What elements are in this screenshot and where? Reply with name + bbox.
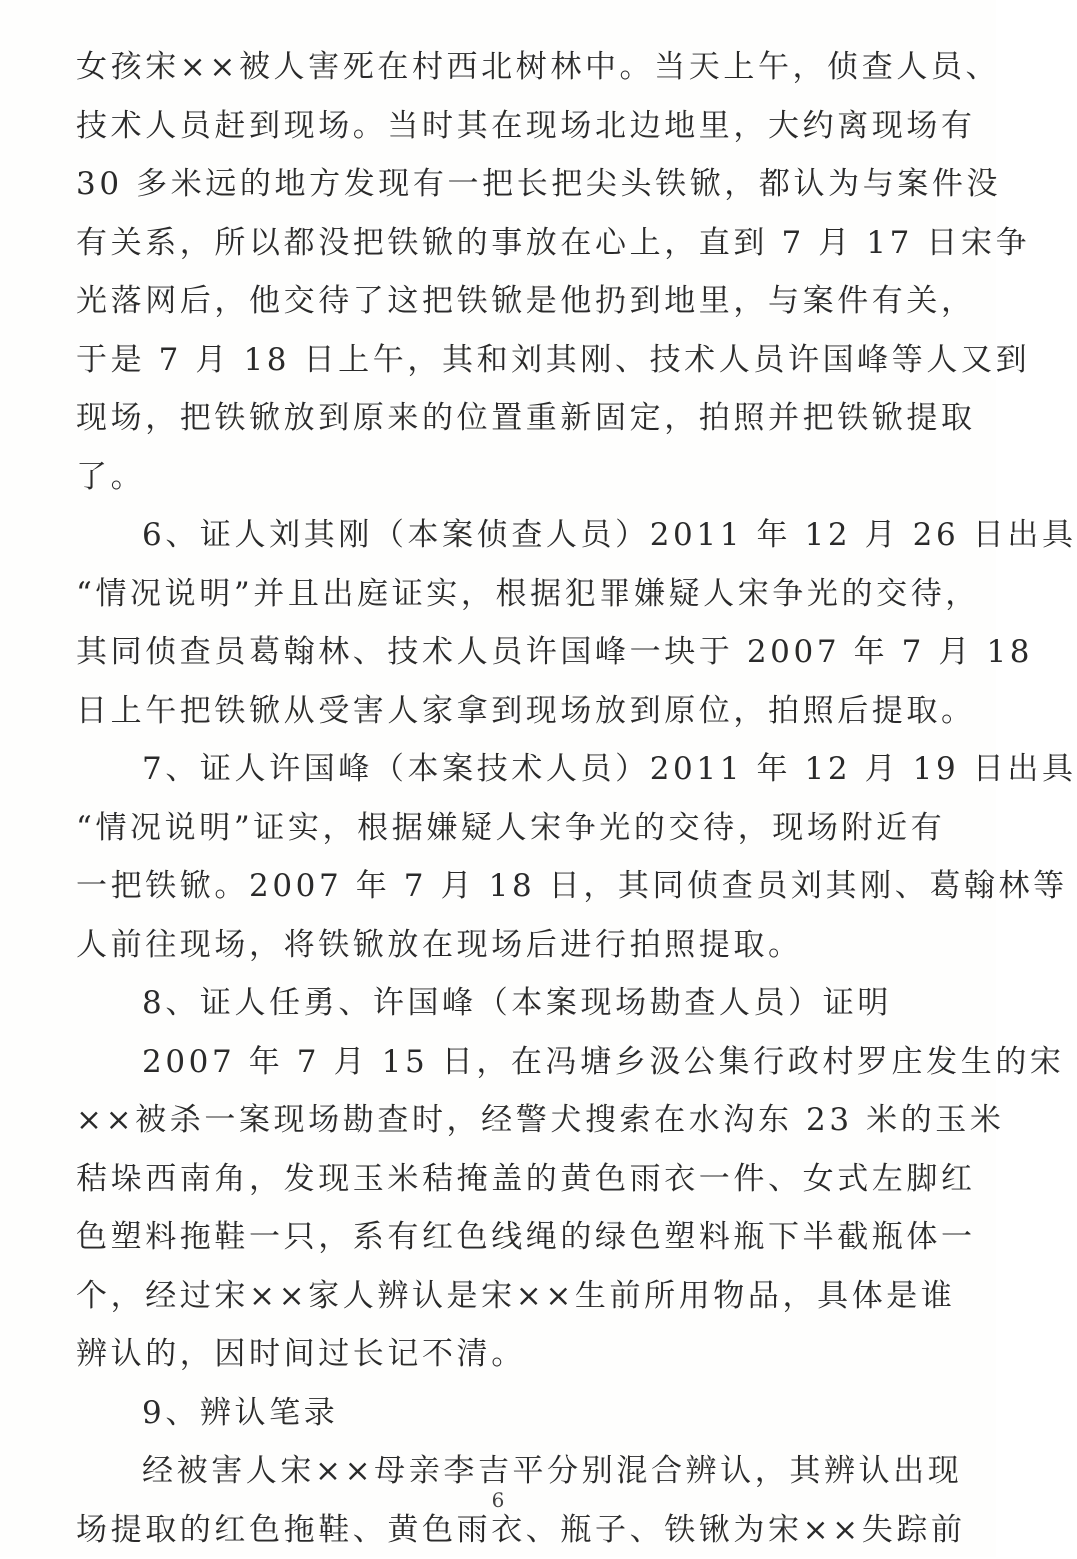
text-line: 技术人员赶到现场。当时其在现场北边地里，大约离现场有 <box>76 97 946 156</box>
paragraph-7-first-line: 7、证人许国峰（本案技术人员）2011 年 12 月 19 日出具 <box>76 740 946 799</box>
text-line: 一把铁锨。2007 年 7 月 18 日，其同侦查员刘其刚、葛翰林等 <box>76 857 946 916</box>
text-line: 其同侦查员葛翰林、技术人员许国峰一块于 2007 年 7 月 18 <box>76 623 946 682</box>
text-line: 个，经过宋××家人辨认是宋××生前所用物品，具体是谁 <box>76 1267 946 1326</box>
text-line: 场提取的红色拖鞋、黄色雨衣、瓶子、铁锹为宋××失踪前 <box>76 1501 946 1559</box>
paragraph-8-heading: 8、证人任勇、许国峰（本案现场勘查人员）证明 <box>76 974 946 1033</box>
paragraph-9-body-first-line: 经被害人宋××母亲李吉平分别混合辨认，其辨认出现 <box>76 1442 946 1501</box>
text-line: 光落网后，他交待了这把铁锨是他扔到地里，与案件有关， <box>76 272 946 331</box>
text-line: 于是 7 月 18 日上午，其和刘其刚、技术人员许国峰等人又到 <box>76 331 946 390</box>
text-line: 人前往现场，将铁锨放在现场后进行拍照提取。 <box>76 916 946 975</box>
page-number: 6 <box>0 1488 996 1512</box>
paragraph-9-heading: 9、辨认笔录 <box>76 1384 946 1443</box>
text-line: ××被杀一案现场勘查时，经警犬搜索在水沟东 23 米的玉米 <box>76 1091 946 1150</box>
text-line: “情况说明”证实，根据嫌疑人宋争光的交待，现场附近有 <box>76 799 946 858</box>
text-line: 秸垛西南角，发现玉米秸掩盖的黄色雨衣一件、女式左脚红 <box>76 1150 946 1209</box>
text-line: 30 多米远的地方发现有一把长把尖头铁锨，都认为与案件没 <box>76 155 946 214</box>
text-line: “情况说明”并且出庭证实，根据犯罪嫌疑人宋争光的交待， <box>76 565 946 624</box>
paragraph-8-body-first-line: 2007 年 7 月 15 日，在冯塘乡汲公集行政村罗庄发生的宋 <box>76 1033 946 1092</box>
text-line: 女孩宋××被人害死在村西北树林中。当天上午，侦查人员、 <box>76 38 946 97</box>
text-line: 日上午把铁锨从受害人家拿到现场放到原位，拍照后提取。 <box>76 682 946 741</box>
text-line: 现场，把铁锨放到原来的位置重新固定，拍照并把铁锨提取 <box>76 389 946 448</box>
paragraph-6-first-line: 6、证人刘其刚（本案侦查人员）2011 年 12 月 26 日出具 <box>76 506 946 565</box>
text-line: 有关系，所以都没把铁锨的事放在心上，直到 7 月 17 日宋争 <box>76 214 946 273</box>
text-line: 了。 <box>76 448 946 507</box>
text-line: 色塑料拖鞋一只，系有红色线绳的绿色塑料瓶下半截瓶体一 <box>76 1208 946 1267</box>
text-line: 辨认的，因时间过长记不清。 <box>76 1325 946 1384</box>
